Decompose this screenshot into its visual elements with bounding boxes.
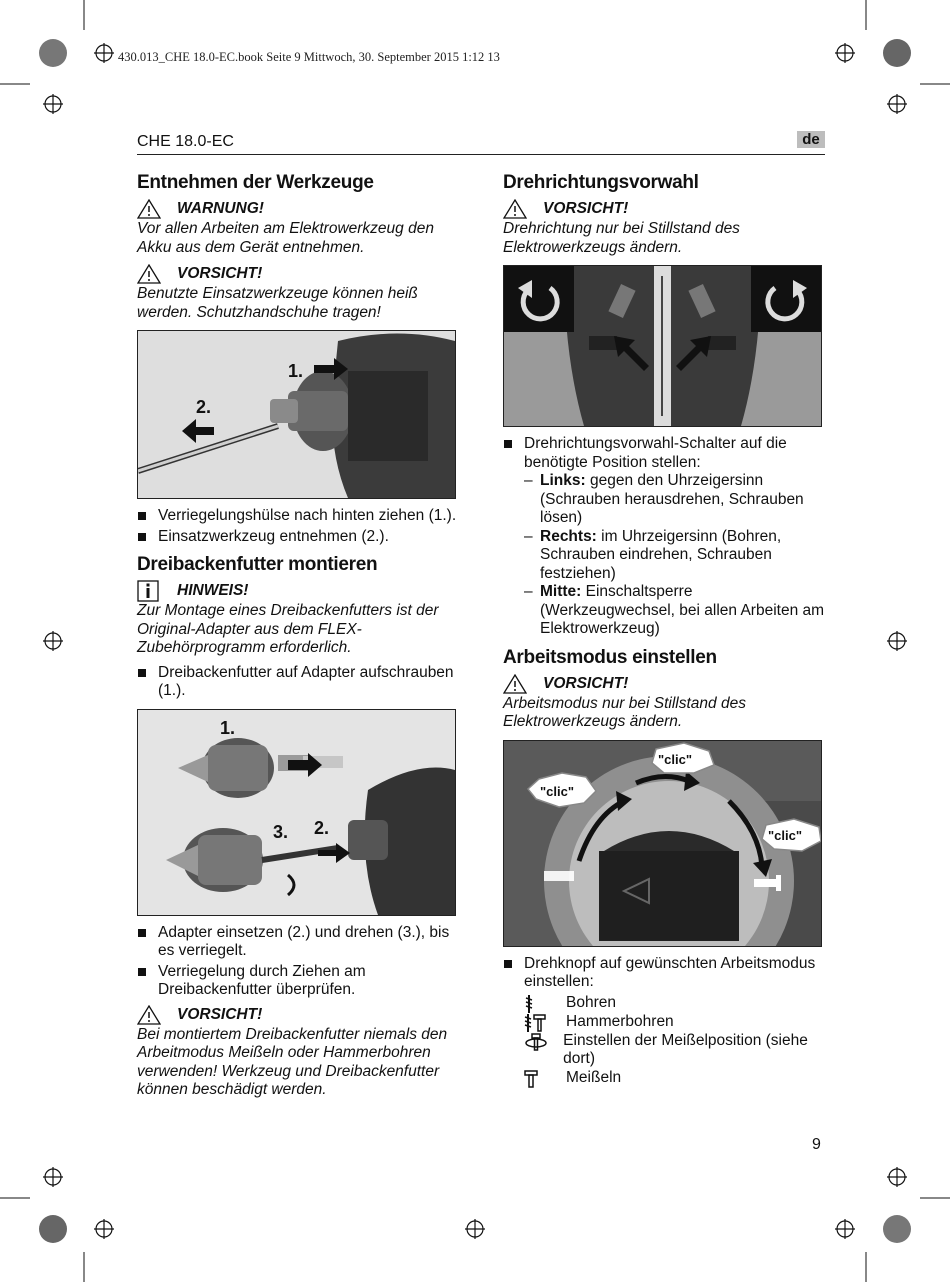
option-right xyxy=(524,528,825,584)
caution-label: VORSICHT! xyxy=(177,1005,263,1023)
clic-label: "clic" xyxy=(768,827,803,843)
chisel-position-icon xyxy=(524,1032,563,1069)
remove-tool-illustration xyxy=(138,331,455,498)
option-text: gegen den Uhrzeigersinn (Schrauben herausdrehen, Schrauben lösen) xyxy=(540,472,804,526)
caution-triangle-icon xyxy=(503,674,543,694)
mount-chuck-illustration xyxy=(138,710,455,915)
figure-mode-dial xyxy=(503,740,822,947)
figure-label-1: 1. xyxy=(288,361,304,381)
heading-rotation-direction: Drehrichtungsvorwahl xyxy=(503,172,699,193)
caution-text: Drehrichtung nur bei Stillstand des Elektrowerkzeugs ändern. xyxy=(503,220,740,256)
figure-label-1: 1. xyxy=(220,717,236,738)
heading-mount-chuck: Dreibackenfutter montieren xyxy=(137,554,378,575)
heading-work-mode: Arbeitsmodus einstellen xyxy=(503,646,717,668)
chuck-step-1 xyxy=(137,664,459,701)
caution-title xyxy=(137,263,459,285)
list-item: Einsatzwerkzeug entnehmen (2.). xyxy=(137,528,459,547)
figure-mount-chuck xyxy=(137,709,456,916)
caution-text: Benutzte Einsatzwerkzeuge können heiß werden. Schutzhandschuhe tragen! xyxy=(137,285,418,321)
mode-label: Hammerbohren xyxy=(566,1012,674,1030)
remove-tool-steps xyxy=(137,507,459,546)
caution-text: Bei montiertem Dreibackenfutter niemals den Arbeitmodus Meißeln oder Hammerbohren verwenden! Werkzeug und Dreibackenfutter können beschädigt werden. xyxy=(137,1025,448,1098)
list-item: Verriegelungshülse nach hinten ziehen (1.). xyxy=(137,507,459,526)
mode-steps xyxy=(503,955,825,992)
caution-label: VORSICHT! xyxy=(543,200,629,217)
list-item: Dreibackenfutter auf Adapter aufschrauben (1.). xyxy=(137,664,459,701)
mode-chisel xyxy=(524,1069,825,1088)
option-middle xyxy=(524,583,825,639)
rotation-options xyxy=(524,472,825,639)
caution-title xyxy=(503,198,825,220)
note-title xyxy=(137,580,459,602)
figure-label-3: 3. xyxy=(273,821,289,842)
left-column xyxy=(137,172,459,1106)
caution-triangle-icon xyxy=(503,199,543,219)
rotation-switch-illustration xyxy=(504,266,821,426)
mode-label: Meißeln xyxy=(566,1068,622,1086)
warning-title xyxy=(137,198,459,220)
right-column xyxy=(503,172,825,1088)
list-item: Adapter einsetzen (2.) und drehen (3.), bis es verriegelt. xyxy=(137,924,459,961)
mode-chisel-position xyxy=(524,1032,825,1069)
mode-legend xyxy=(524,994,825,1088)
list-item: Verriegelung durch Ziehen am Dreibackenfutter überprüfen. xyxy=(137,963,459,1000)
option-key: Links: xyxy=(540,472,586,489)
caution-label: VORSICHT! xyxy=(543,674,629,692)
rotation-steps xyxy=(503,435,825,639)
clic-label: "clic" xyxy=(658,751,693,767)
caution-title xyxy=(503,673,825,695)
print-slug: 430.013_CHE 18.0-EC.book Seite 9 Mittwoch, 30. September 2015 1:12 13 xyxy=(118,50,500,64)
mode-dial-illustration xyxy=(504,741,821,946)
figure-label-2: 2. xyxy=(196,397,212,417)
caution-triangle-icon xyxy=(137,264,177,284)
option-key: Rechts: xyxy=(540,527,597,545)
mode-hammer-drill xyxy=(524,1013,825,1032)
caution-text: Arbeitsmodus nur bei Stillstand des Elektrowerkzeugs ändern. xyxy=(503,694,746,730)
caution-triangle-icon xyxy=(137,1005,177,1025)
language-badge: de xyxy=(797,131,825,148)
note-label: HINWEIS! xyxy=(177,582,249,599)
warning-triangle-icon xyxy=(137,199,177,219)
option-key: Mitte: xyxy=(540,583,582,600)
figure-remove-tool xyxy=(137,330,456,499)
info-icon xyxy=(137,580,177,602)
list-item: Drehknopf auf gewünschten Arbeitsmodus einstellen: xyxy=(503,955,825,992)
page-header-title: CHE 18.0-EC xyxy=(137,133,234,150)
caution-label: VORSICHT! xyxy=(177,265,263,282)
figure-label-2: 2. xyxy=(314,817,330,838)
page-number: 9 xyxy=(812,1136,821,1153)
chisel-mode-icon xyxy=(524,1069,566,1088)
mode-drill xyxy=(524,994,825,1013)
drill-mode-icon xyxy=(524,994,566,1013)
hammer-drill-mode-icon xyxy=(524,1013,566,1032)
note-text: Zur Montage eines Dreibackenfutters ist der Original-Adapter aus dem FLEX-Zubehörprogramm erforderlich. xyxy=(137,602,439,656)
mode-label: Bohren xyxy=(566,993,616,1011)
warning-text: Vor allen Arbeiten am Elektrowerkzeug den Akku aus dem Gerät entnehmen. xyxy=(137,220,434,256)
option-text: im Uhrzeigersinn (Bohren, Schrauben eindrehen, Schrauben festziehen) xyxy=(540,527,782,582)
header-rule xyxy=(137,154,825,155)
clic-label: "clic" xyxy=(540,783,575,799)
warning-label: WARNUNG! xyxy=(177,200,264,217)
chuck-steps xyxy=(137,924,459,1000)
heading-remove-tools: Entnehmen der Werkzeuge xyxy=(137,172,374,193)
list-item xyxy=(503,435,825,639)
option-text: Einschaltsperre (Werkzeugwechsel, bei allen Arbeiten am Elektrowerkzeug) xyxy=(540,583,825,637)
figure-rotation-switch xyxy=(503,265,822,427)
option-left xyxy=(524,472,825,528)
mode-label: Einstellen der Meißelposition (siehe dort) xyxy=(563,1031,808,1067)
caution-title xyxy=(137,1004,459,1026)
list-item-text: Drehrichtungsvorwahl-Schalter auf die benötigte Position stellen: xyxy=(524,435,787,471)
